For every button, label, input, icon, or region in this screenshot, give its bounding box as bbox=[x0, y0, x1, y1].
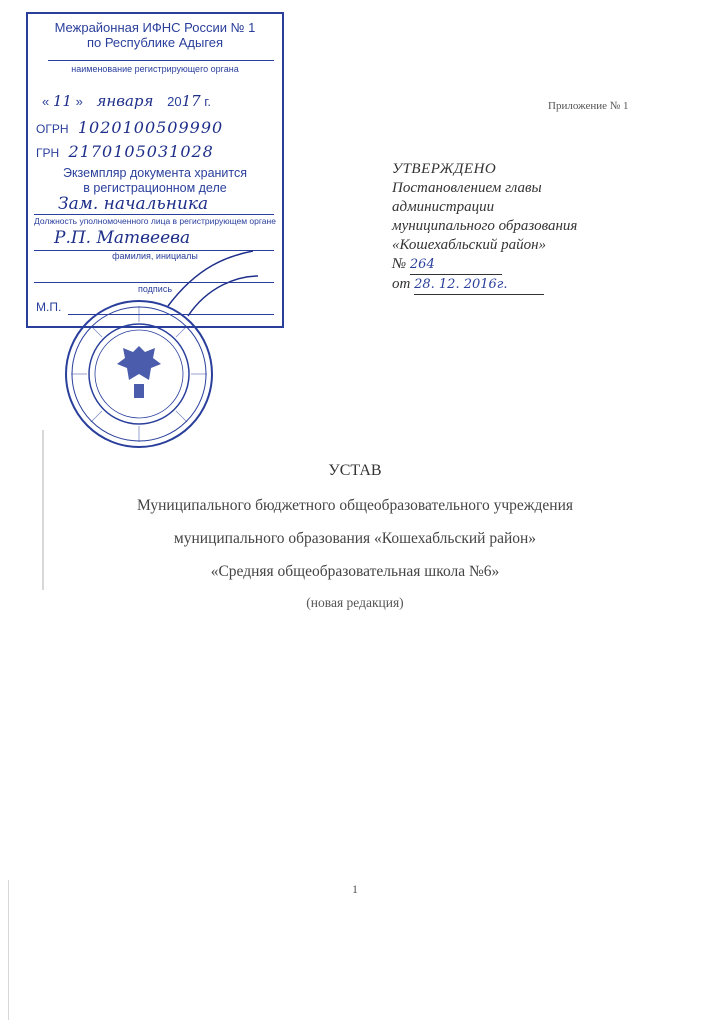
stamp-mp: М.П. bbox=[36, 300, 62, 314]
page-number: 1 bbox=[352, 882, 358, 896]
approval-line: администрации bbox=[392, 199, 495, 215]
approval-line: Постановлением главы bbox=[392, 180, 542, 196]
stamp-date: « 11 » января 2017 г. bbox=[42, 92, 212, 110]
stamp-divider bbox=[48, 60, 274, 61]
charter-title-line: Муниципального бюджетного общеобразовательного учреждения bbox=[136, 497, 573, 514]
stamp-authority-caption: наименование регистрирующего органа bbox=[71, 64, 239, 74]
registration-stamp bbox=[26, 12, 284, 328]
eagle-emblem-icon bbox=[117, 346, 161, 398]
stamp-divider bbox=[34, 282, 274, 283]
charter-title-block bbox=[0, 462, 710, 611]
stamp-authority-line2: по Республике Адыгея bbox=[86, 35, 224, 50]
stamp-date-day: 11 bbox=[52, 92, 72, 110]
approval-line: «Кошехабльский район» bbox=[392, 237, 547, 253]
approval-number-value: 264 bbox=[410, 255, 502, 275]
stamp-storage: Экземпляр документа хранится в регистрационном деле bbox=[62, 166, 248, 195]
approval-number: № 264 bbox=[392, 255, 577, 275]
stamp-date-month: января bbox=[96, 92, 154, 110]
charter-edition: (новая редакция) bbox=[306, 595, 404, 610]
approval-heading: УТВЕРЖДЕНО bbox=[392, 161, 497, 177]
stamp-authority bbox=[28, 20, 282, 50]
approval-date: от 28. 12. 2016г. bbox=[392, 275, 577, 295]
stamp-name-caption: фамилия, инициалы bbox=[112, 251, 198, 261]
approval-line: муниципального образования bbox=[392, 218, 578, 234]
appendix-label: Приложение № 1 bbox=[548, 100, 629, 112]
stamp-name-value: Р.П. Матвеева bbox=[54, 228, 191, 248]
stamp-divider bbox=[34, 214, 274, 215]
stamp-ogrn: ОГРН 1020100509990 bbox=[36, 118, 224, 137]
stamp-position-value: Зам. начальника bbox=[58, 194, 209, 214]
stamp-grn-value: 2170105031028 bbox=[68, 142, 214, 161]
scan-artifact bbox=[8, 880, 9, 1020]
stamp-grn: ГРН 2170105031028 bbox=[36, 142, 214, 161]
stamp-position-caption: Должность уполномоченного лица в регистрирующем органе bbox=[34, 216, 276, 226]
scan-artifact bbox=[42, 430, 44, 590]
approval-date-value: 28. 12. 2016г. bbox=[414, 275, 544, 295]
charter-title-line: муниципального образования «Кошехабльский район» bbox=[173, 530, 537, 547]
stamp-ogrn-value: 1020100509990 bbox=[77, 118, 224, 137]
stamp-signature-caption: подпись bbox=[137, 284, 173, 294]
charter-heading: УСТАВ bbox=[328, 462, 382, 479]
charter-title-line: «Средняя общеобразовательная школа №6» bbox=[210, 563, 500, 580]
official-seal bbox=[63, 298, 215, 450]
approval-block bbox=[392, 160, 577, 295]
stamp-authority-line1: Межрайонная ИФНС России № 1 bbox=[54, 20, 256, 35]
